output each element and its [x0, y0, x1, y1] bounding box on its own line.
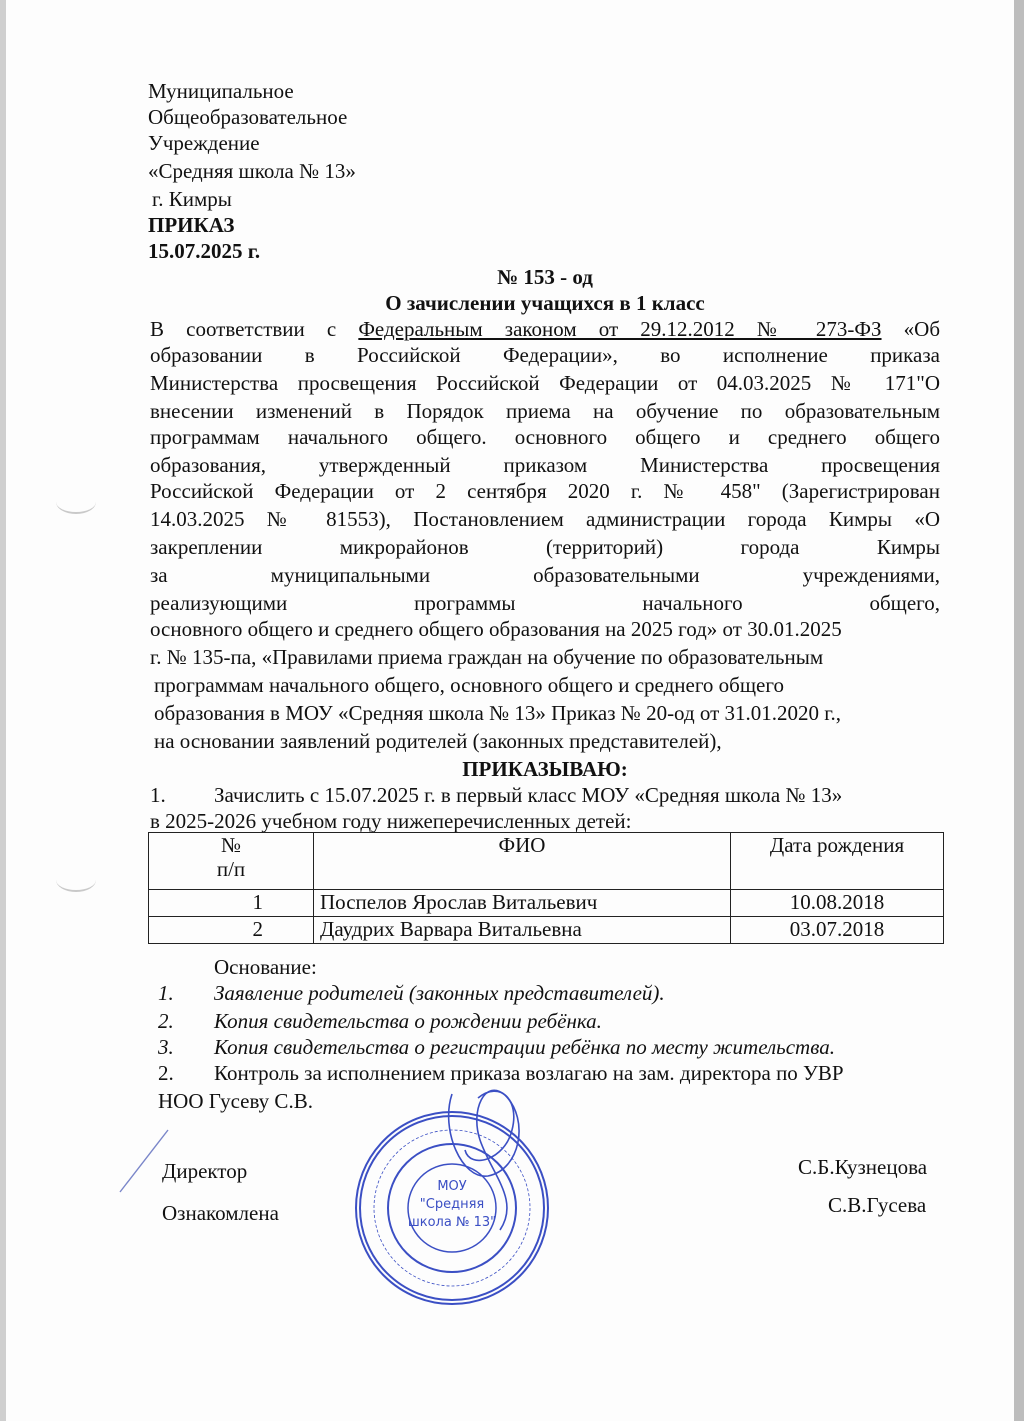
basis-item-text: Копия свидетельства о рождении ребёнка.	[214, 1009, 602, 1033]
seal-text: "Средняя	[419, 1197, 485, 1212]
basis-item-num: 1.	[158, 981, 174, 1005]
school-seal-icon	[352, 1108, 552, 1308]
seal-text: МОУ	[437, 1179, 467, 1194]
students-table	[148, 832, 944, 944]
body-line: реализующими программы начального общего,	[150, 591, 940, 615]
basis-item-text: Заявление родителей (законных представителей).	[214, 981, 665, 1005]
header-num-label: №	[220, 833, 242, 857]
body-line: образовании в Российской Федерации», во исполнение приказа	[150, 343, 940, 367]
body-line: образования в МОУ «Средняя школа № 13» Приказ № 20-од от 31.01.2020 г.,	[154, 701, 842, 725]
org-city: г. Кимры	[152, 187, 232, 211]
doc-subject: О зачислении учащихся в 1 класс	[385, 291, 705, 315]
table-header-row	[149, 833, 944, 890]
org-name-line: Учреждение	[148, 131, 260, 155]
row-dob: 10.08.2018	[731, 890, 944, 917]
body-line: за муниципальными образовательными учреждениями,	[150, 563, 940, 587]
control-text: Контроль за исполнением приказа возлагаю на зам. директора по УВР	[214, 1061, 844, 1085]
row-dob: 03.07.2018	[731, 917, 944, 944]
header-dob: Дата рождения	[731, 833, 944, 890]
body-text: «Об	[903, 317, 940, 341]
body-line: 14.03.2025 № 81553), Постановлением администрации города Кимры «О	[150, 507, 940, 531]
seal-text: школа № 13"	[407, 1215, 497, 1230]
row-num: 1	[149, 890, 314, 917]
control-text: НОО Гусеву С.В.	[158, 1089, 313, 1113]
control-num: 2.	[158, 1061, 174, 1085]
basis-item-num: 3.	[158, 1035, 174, 1059]
doc-number: № 153 - од	[497, 265, 593, 289]
body-line	[150, 316, 940, 342]
row-fio: Даудрих Варвара Витальевна	[314, 917, 731, 944]
body-line: внесении изменений в Порядок приема на обучение по образовательным	[150, 399, 940, 423]
header-num-label: п/п	[216, 857, 246, 881]
punch-hole-mark	[56, 490, 96, 514]
body-text: В соответствии с	[150, 317, 337, 341]
ack-name: С.В.Гусева	[828, 1193, 927, 1217]
header-fio: ФИО	[314, 833, 731, 890]
org-name-line: «Средняя школа № 13»	[148, 159, 356, 183]
org-name-line: Муниципальное	[148, 79, 294, 103]
order-word: ПРИКАЗЫВАЮ:	[462, 757, 628, 781]
body-line: образования, утвержденный приказом Министерства просвещения	[150, 453, 940, 477]
basis-item-num: 2.	[158, 1009, 174, 1033]
item-number: 1.	[150, 783, 166, 807]
director-label: Директор	[162, 1159, 248, 1183]
table-row	[149, 890, 944, 917]
row-num: 2	[149, 917, 314, 944]
body-line: основного общего и среднего общего образования на 2025 год» от 30.01.2025	[150, 617, 842, 641]
org-name-line: Общеобразовательное	[148, 105, 348, 129]
row-fio: Поспелов Ярослав Витальевич	[314, 890, 731, 917]
body-line: программам начального общего, основного общего и среднего общего	[154, 673, 784, 697]
director-name: С.Б.Кузнецова	[798, 1155, 928, 1179]
basis-title: Основание:	[214, 955, 317, 979]
basis-item-text: Копия свидетельства о регистрации ребёнка по месту жительства.	[214, 1035, 835, 1059]
body-line: программам начального общего. основного общего и среднего общего	[150, 425, 940, 449]
item-text: Зачислить с 15.07.2025 г. в первый класс МОУ «Средняя школа № 13»	[214, 783, 843, 807]
body-line: г. № 135-па, «Правилами приема граждан на обучение по образовательным	[150, 645, 824, 669]
punch-hole-mark	[56, 868, 96, 892]
item-text: в 2025-2026 учебном году нижеперечисленных детей:	[150, 809, 632, 833]
body-line: Министерства просвещения Российской Федерации от 04.03.2025 № 171"О	[150, 371, 940, 395]
law-link[interactable]: Федеральным законом от 29.12.2012 № 273-ФЗ	[358, 317, 882, 341]
table-row	[149, 917, 944, 944]
doc-date: 15.07.2025 г.	[148, 239, 261, 263]
scan-edge-left	[0, 0, 6, 1421]
scan-edge-right	[1014, 0, 1024, 1421]
body-line: закреплении микрорайонов (территорий) города Кимры	[150, 535, 940, 559]
body-line: на основании заявлений родителей (законных представителей),	[154, 729, 722, 753]
doc-type: ПРИКАЗ	[148, 213, 235, 237]
body-line: Российской Федерации от 2 сентября 2020 г. № 458" (Зарегистрирован	[150, 479, 940, 503]
header-num	[149, 833, 314, 890]
ack-label: Ознакомлена	[162, 1201, 279, 1225]
